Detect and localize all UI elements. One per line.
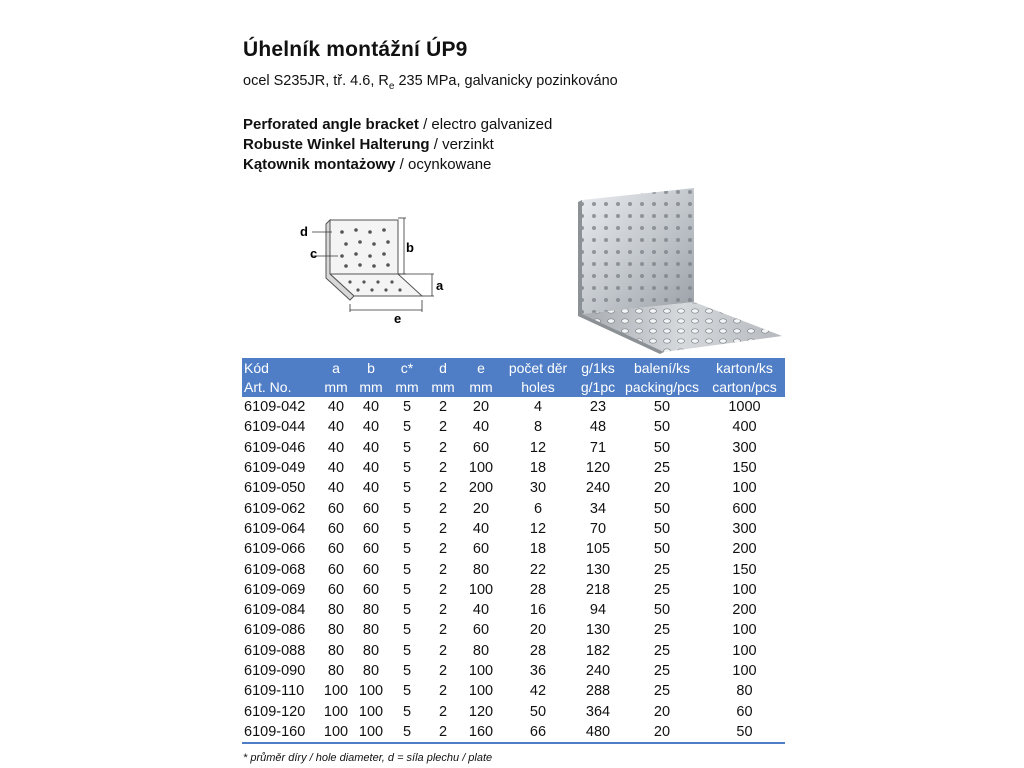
table-cell: 70 xyxy=(589,520,607,537)
table-cell: 80 xyxy=(362,642,380,659)
table-cell: 8 xyxy=(533,419,543,436)
table-cell: 2 xyxy=(438,561,448,578)
art-no-cell: 6109-046 xyxy=(244,439,306,456)
name-rest: / verzinkt xyxy=(429,136,494,153)
table-cell: 94 xyxy=(589,602,607,619)
table-cell: 60 xyxy=(362,520,380,537)
table-cell: 5 xyxy=(402,561,412,578)
table-cell: 25 xyxy=(653,622,671,639)
header-cell: mm xyxy=(352,378,390,398)
table-cell: 5 xyxy=(402,399,412,416)
table-cell: 28 xyxy=(529,581,547,598)
art-no-cell: 6109-049 xyxy=(244,460,306,477)
table-cell: 25 xyxy=(653,642,671,659)
material-spec-text-2: 235 MPa, galvanicky pozinkováno xyxy=(394,73,618,89)
table-cell: 40 xyxy=(362,399,380,416)
header-cell: karton/ks xyxy=(704,358,785,378)
header-cell: d xyxy=(424,358,462,378)
name-rest: / ocynkowane xyxy=(395,156,492,173)
table-row xyxy=(242,641,785,661)
table-cell: 200 xyxy=(732,602,757,619)
header-cell: balení/ks xyxy=(620,358,704,378)
table-row xyxy=(242,722,785,743)
table-cell: 100 xyxy=(732,622,757,639)
table-cell: 5 xyxy=(402,581,412,598)
table-cell: 80 xyxy=(327,622,345,639)
table-cell: 25 xyxy=(653,561,671,578)
table-cell: 40 xyxy=(327,480,345,497)
bracket-photo xyxy=(576,186,786,356)
table-cell: 50 xyxy=(653,602,671,619)
art-no-cell: 6109-062 xyxy=(244,500,306,517)
table-cell: 300 xyxy=(732,439,757,456)
header-cell: a xyxy=(320,358,352,378)
header-cell: carton/pcs xyxy=(704,378,785,398)
table-cell: 23 xyxy=(589,399,607,416)
art-no-cell: 6109-110 xyxy=(244,683,305,700)
material-spec xyxy=(243,73,618,92)
table-cell: 400 xyxy=(732,419,757,436)
table-cell: 50 xyxy=(529,703,547,720)
header-cell: mm xyxy=(320,378,352,398)
table-cell: 130 xyxy=(585,561,611,578)
header-cell: mm xyxy=(462,378,500,398)
table-cell: 2 xyxy=(424,722,462,743)
table-cell: 100 xyxy=(323,683,349,700)
name-bold: Kątownik montażowy xyxy=(243,156,396,173)
table-cell: 2 xyxy=(438,520,448,537)
art-no-cell: 6109-086 xyxy=(244,622,306,639)
table-cell: 100 xyxy=(732,480,757,497)
table-cell: 50 xyxy=(653,419,671,436)
table-cell: 5 xyxy=(402,541,412,558)
table-cell: 40 xyxy=(362,439,380,456)
header-cell: e xyxy=(462,358,500,378)
table-row xyxy=(242,519,785,539)
name-bold: Perforated angle bracket xyxy=(243,116,419,133)
table-cell: 5 xyxy=(402,703,412,720)
table-cell: 240 xyxy=(585,480,611,497)
table-cell: 2 xyxy=(438,480,448,497)
label-e: e xyxy=(394,311,402,324)
table-cell: 1000 xyxy=(728,399,761,416)
table-cell: 5 xyxy=(402,622,412,639)
art-no-cell: 6109-050 xyxy=(244,480,306,497)
header-cell: mm xyxy=(390,378,424,398)
table-cell: 60 xyxy=(327,500,345,517)
header-cell: počet děr xyxy=(500,358,576,378)
table-cell: 40 xyxy=(327,399,345,416)
table-cell: 2 xyxy=(438,399,448,416)
table-cell: 480 xyxy=(576,722,620,743)
name-polish xyxy=(243,155,552,175)
page-title: Úhelník montážní ÚP9 xyxy=(243,38,468,61)
table-cell: 28 xyxy=(529,642,547,659)
table-cell: 48 xyxy=(589,419,607,436)
table-cell: 80 xyxy=(472,561,490,578)
table-cell: 5 xyxy=(402,520,412,537)
table-cell: 16 xyxy=(529,602,547,619)
table-cell: 40 xyxy=(362,460,380,477)
table-cell: 60 xyxy=(327,581,345,598)
table-cell: 100 xyxy=(468,460,494,477)
table-cell: 80 xyxy=(327,642,345,659)
art-no-cell: 6109-084 xyxy=(244,602,306,619)
table-cell: 100 xyxy=(468,683,494,700)
table-cell: 200 xyxy=(732,541,757,558)
spec-table xyxy=(242,358,785,744)
header-cell: c* xyxy=(390,358,424,378)
table-cell: 5 xyxy=(402,439,412,456)
table-row xyxy=(242,620,785,640)
table-cell: 30 xyxy=(529,480,547,497)
table-cell: 5 xyxy=(390,722,424,743)
table-cell: 80 xyxy=(362,622,380,639)
table-cell: 100 xyxy=(352,722,390,743)
table-cell: 100 xyxy=(732,663,757,679)
footnote: * průměr díry / hole diameter, d = síla plechu / plate xyxy=(243,752,493,764)
table-cell: 60 xyxy=(327,561,345,578)
table-cell: 5 xyxy=(402,419,412,436)
label-c: c xyxy=(310,246,318,261)
table-cell: 2 xyxy=(438,703,448,720)
table-row xyxy=(242,417,785,437)
table-cell: 40 xyxy=(472,520,490,537)
table-row xyxy=(242,701,785,721)
table-cell: 71 xyxy=(589,439,607,456)
table-cell: 20 xyxy=(653,480,671,497)
table-cell: 2 xyxy=(438,439,448,456)
table-cell: 20 xyxy=(472,500,490,517)
table-cell: 150 xyxy=(732,561,757,578)
table-cell: 80 xyxy=(472,642,490,659)
table-cell: 60 xyxy=(327,520,345,537)
art-no-cell: 6109-088 xyxy=(244,642,306,659)
table-cell: 364 xyxy=(585,703,611,720)
table-cell: 60 xyxy=(362,541,380,558)
header-cell: g/1pc xyxy=(576,378,620,398)
table-cell: 100 xyxy=(468,581,494,598)
name-rest: / electro galvanized xyxy=(418,116,553,133)
header-cell: b xyxy=(352,358,390,378)
table-cell: 2 xyxy=(438,541,448,558)
table-cell: 60 xyxy=(736,703,753,720)
art-no-cell: 6109-044 xyxy=(244,419,306,436)
table-cell: 100 xyxy=(320,722,352,743)
name-german xyxy=(243,135,552,155)
table-row xyxy=(242,600,785,620)
art-no-cell: 6109-068 xyxy=(244,561,306,578)
header-cell: Art. No. xyxy=(242,378,320,398)
table-cell: 40 xyxy=(362,419,380,436)
table-cell: 100 xyxy=(732,642,757,659)
table-cell: 20 xyxy=(620,722,704,743)
table-cell: 40 xyxy=(327,419,345,436)
table-row xyxy=(242,498,785,518)
table-row xyxy=(242,397,785,417)
table-cell: 50 xyxy=(653,520,671,537)
bracket-diagram xyxy=(298,212,448,324)
product-names xyxy=(243,115,552,175)
table-cell: 66 xyxy=(500,722,576,743)
table-cell: 2 xyxy=(438,581,448,598)
table-cell: 25 xyxy=(653,683,671,700)
label-d: d xyxy=(300,224,308,239)
table-cell: 80 xyxy=(327,602,345,619)
art-no-cell: 6109-066 xyxy=(244,541,306,558)
table-cell: 80 xyxy=(736,683,753,700)
table-cell: 5 xyxy=(402,480,412,497)
table-cell: 60 xyxy=(362,561,380,578)
table-cell: 2 xyxy=(438,622,448,639)
table-cell: 240 xyxy=(585,663,611,679)
table-cell: 5 xyxy=(402,642,412,659)
table-cell: 42 xyxy=(529,683,547,700)
material-spec-text: ocel S235JR, tř. 4.6, R xyxy=(243,73,389,89)
table-cell: 40 xyxy=(362,480,380,497)
table-cell: 80 xyxy=(362,602,380,619)
table-cell: 2 xyxy=(438,683,448,700)
table-cell: 36 xyxy=(529,663,547,679)
table-cell: 160 xyxy=(462,722,500,743)
art-no-cell: 6109-090 xyxy=(244,663,306,679)
table-cell: 60 xyxy=(472,439,490,456)
table-cell: 5 xyxy=(402,500,412,517)
art-no-cell: 6109-064 xyxy=(244,520,306,537)
table-row xyxy=(242,681,785,701)
table-cell: 50 xyxy=(653,399,671,416)
table-cell: 20 xyxy=(472,399,490,416)
table-cell: 150 xyxy=(732,460,757,477)
table-cell: 34 xyxy=(589,500,607,517)
table-cell: 218 xyxy=(585,581,611,598)
table-cell: 5 xyxy=(402,602,412,619)
header-row xyxy=(242,378,785,398)
table-cell: 50 xyxy=(704,722,785,743)
header-row xyxy=(242,358,785,378)
art-no-cell: 6109-120 xyxy=(244,703,306,720)
table-cell: 20 xyxy=(653,703,671,720)
table-cell: 105 xyxy=(585,541,611,558)
header-cell: holes xyxy=(500,378,576,398)
table-cell: 80 xyxy=(327,663,345,679)
table-cell: 60 xyxy=(472,622,490,639)
table-cell: 40 xyxy=(472,419,490,436)
table-cell: 50 xyxy=(653,439,671,456)
table-row xyxy=(242,438,785,458)
table-cell: 100 xyxy=(358,683,384,700)
table-cell: 5 xyxy=(402,663,412,679)
table-cell: 182 xyxy=(585,642,611,659)
table-cell: 130 xyxy=(585,622,611,639)
table-cell: 80 xyxy=(362,663,380,679)
table-cell: 2 xyxy=(438,419,448,436)
table-row xyxy=(242,580,785,600)
table-cell: 18 xyxy=(529,541,547,558)
table-cell: 2 xyxy=(438,500,448,517)
table-cell: 40 xyxy=(327,460,345,477)
art-no-cell: 6109-042 xyxy=(244,399,306,416)
table-cell: 4 xyxy=(533,399,543,416)
table-cell: 2 xyxy=(438,642,448,659)
table-cell: 288 xyxy=(585,683,611,700)
table-cell: 100 xyxy=(323,703,349,720)
label-a: a xyxy=(436,278,444,293)
art-no-cell: 6109-160 xyxy=(242,722,320,743)
table-row xyxy=(242,539,785,559)
table-cell: 120 xyxy=(468,703,494,720)
material-spec-subscript: e xyxy=(388,80,395,92)
table-cell: 300 xyxy=(732,520,757,537)
table-cell: 25 xyxy=(653,663,671,679)
table-cell: 22 xyxy=(529,561,547,578)
table-cell: 60 xyxy=(327,541,345,558)
table-cell: 120 xyxy=(585,460,611,477)
table-cell: 2 xyxy=(438,602,448,619)
table-cell: 12 xyxy=(529,520,547,537)
table-cell: 20 xyxy=(529,622,547,639)
table-cell: 2 xyxy=(438,663,448,679)
table-cell: 40 xyxy=(327,439,345,456)
table-cell: 25 xyxy=(653,581,671,598)
header-cell: mm xyxy=(424,378,462,398)
header-cell: g/1ks xyxy=(576,358,620,378)
table-row xyxy=(242,478,785,498)
table-cell: 2 xyxy=(438,460,448,477)
table-cell: 50 xyxy=(653,500,671,517)
table-cell: 60 xyxy=(362,581,380,598)
table-cell: 100 xyxy=(732,581,757,598)
table-cell: 12 xyxy=(529,439,547,456)
header-cell: Kód xyxy=(242,358,320,378)
table-cell: 5 xyxy=(402,460,412,477)
table-cell: 60 xyxy=(472,541,490,558)
table-cell: 5 xyxy=(402,683,412,700)
table-cell: 6 xyxy=(533,500,543,517)
table-cell: 100 xyxy=(468,663,494,679)
table-cell: 18 xyxy=(529,460,547,477)
table-cell: 100 xyxy=(358,703,384,720)
table-row xyxy=(242,458,785,478)
table-cell: 600 xyxy=(732,500,757,517)
label-b: b xyxy=(406,240,414,255)
table-cell: 25 xyxy=(653,460,671,477)
table-cell: 40 xyxy=(472,602,490,619)
name-bold: Robuste Winkel Halterung xyxy=(243,136,430,153)
art-no-cell: 6109-069 xyxy=(244,581,306,598)
table-cell: 50 xyxy=(653,541,671,558)
name-english xyxy=(243,115,552,135)
table-row xyxy=(242,661,785,681)
table-row xyxy=(242,559,785,579)
header-cell: packing/pcs xyxy=(620,378,704,398)
table-cell: 60 xyxy=(362,500,380,517)
table-cell: 200 xyxy=(468,480,494,497)
spec-table-body xyxy=(242,397,785,743)
